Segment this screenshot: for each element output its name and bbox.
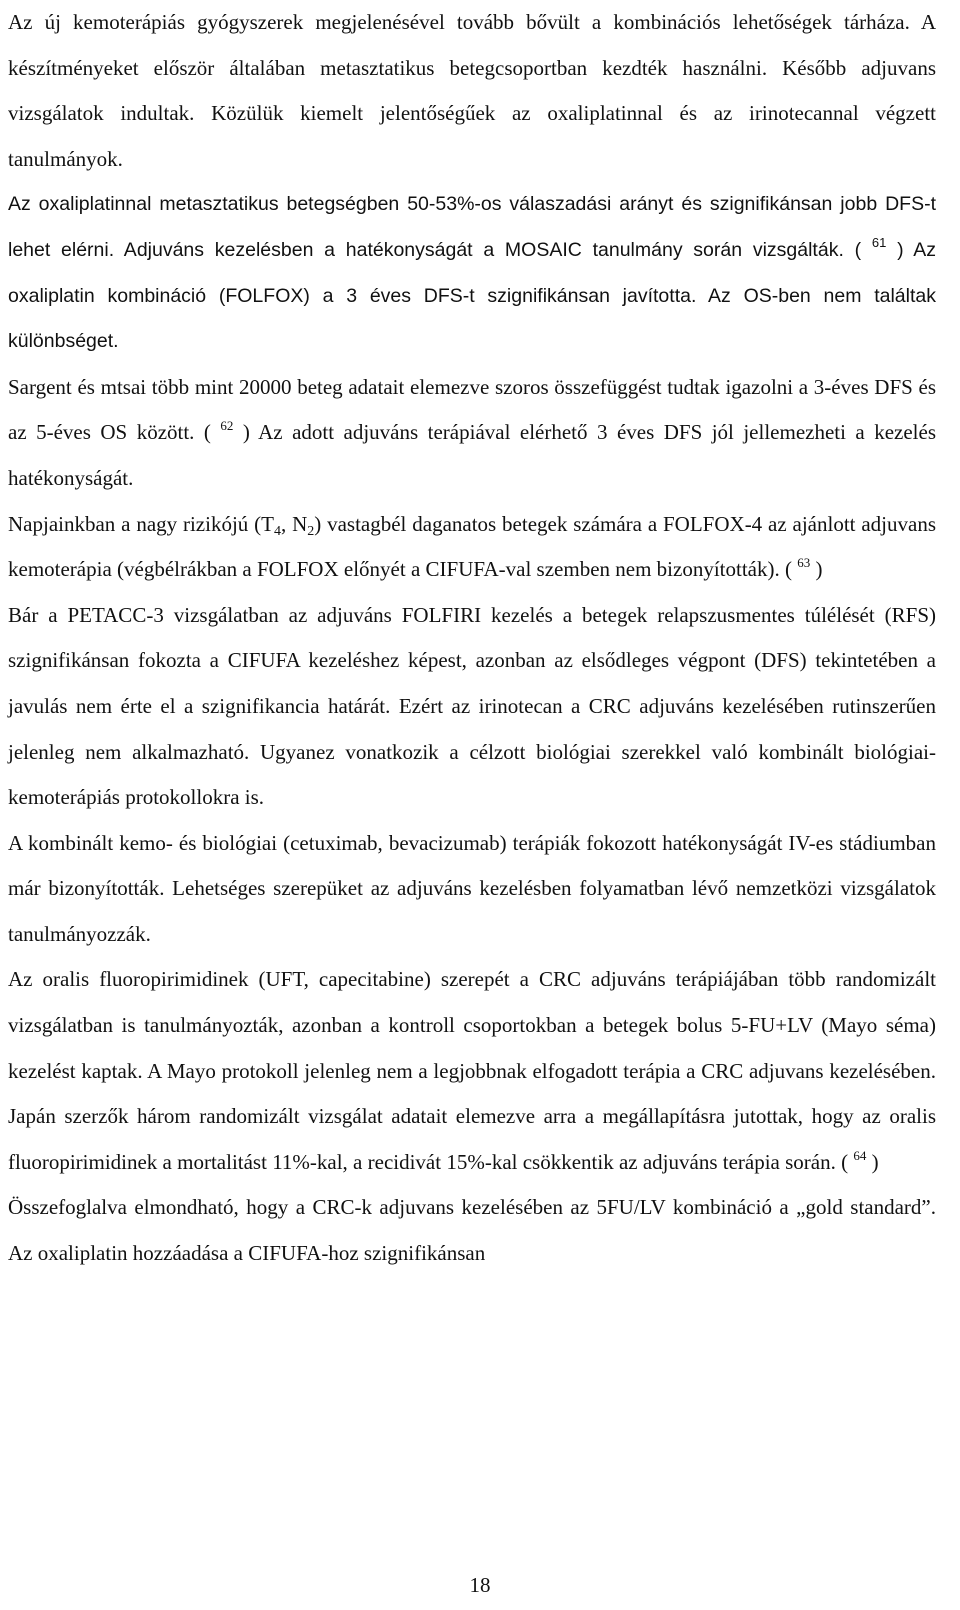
subscript: 4 bbox=[273, 523, 281, 539]
paragraph-text: ) vastagbél daganatos betegek számára a FOLFOX-4 az ajánlott adjuvans kemoterápia (végbélrákban a FOLFOX előnyét a CIFUFA-val szemben nem bizonyították). ( bbox=[8, 511, 936, 582]
paragraph-petacc3: Bár a PETACC-3 vizsgálatban az adjuváns FOLFIRI kezelés a betegek relapszusmentes túlélését (RFS) szignifikánsan fokozta a CIFUFA kezeléshez képest, azonban az elsődleges végpont (DFS) tekintetében a javulás nem érte el a szignifikancia határát. Ezért az irinotecan a CRC adjuváns kezelésében rutinszerűen jelenleg nem alkalmazható. Ugyanez vonatkozik a célzott biológiai szerekkel való kombinált biológiai-kemoterápiás protokollokra is. bbox=[8, 602, 936, 810]
paragraph-text: Sargent és mtsai több mint 20000 beteg adatait elemezve szoros összefüggést tudtak igazolni a 3-éves DFS és az 5-éves OS között. ( bbox=[8, 374, 936, 445]
citation-ref: 64 bbox=[853, 1147, 867, 1163]
citation-ref: 62 bbox=[220, 418, 234, 434]
page-number: 18 bbox=[469, 1573, 491, 1597]
paragraph-biological-therapy: A kombinált kemo- és biológiai (cetuximab, bevacizumab) terápiák fokozott hatékonyságát IV-es stádiumban már bizonyították. Lehetséges szerepüket az adjuváns kezelésben folyamatban lévő nemzetközi vizsgálatok tanulmányozzák. bbox=[8, 830, 936, 946]
paragraph-text: Az oralis fluoropirimidinek (UFT, capecitabine) szerepét a CRC adjuváns terápiájában több randomizált vizsgálatban is tanulmányozták, azonban a kontroll csoportokban a betegek bolus 5-FU+LV (Mayo séma) kezelést kaptak. A Mayo protokoll jelenleg nem a legjobbnak elfogadott terápia a CRC adjuvans kezelésében. Japán szerzők három randomizált vizsgálat adatait elemezve arra a megállapításra jutottak, hogy az oralis fluoropirimidinek a mortalitást 11%-kal, a recidivát 15%-kal csökkentik az adjuváns terápia során. ( bbox=[8, 967, 936, 1174]
paragraph-text: ) Az adott adjuváns terápiával elérhető 3 éves DFS jól jellemezheti a kezelés hatékonyságát. bbox=[8, 420, 936, 490]
citation-ref: 63 bbox=[797, 555, 811, 571]
paragraph-text: Az oxaliplatinnal metasztatikus betegségben 50-53%-os válaszadási arányt és szignifikánsan jobb DFS-t lehet elérni. Adjuváns kezelésben a hatékonyságát a MOSAIC tanulmány során vizsgálták. ( bbox=[8, 193, 936, 261]
paragraph-new-chemotherapy: Az új kemoterápiás gyógyszerek megjelenésével tovább bővült a kombinációs lehetőségek tárháza. A készítményeket először általában metasztatikus betegcsoportban kezdték használni. Később adjuvans vizsgálatok indultak. Közülük kiemelt jelentőségűek az oxaliplatinnal és az irinotecannal végzett tanulmányok. bbox=[8, 10, 936, 171]
paragraph-oral-fluoropyrimidines bbox=[8, 957, 936, 1185]
document-body bbox=[8, 0, 936, 1277]
paragraph-text: , N bbox=[280, 511, 308, 536]
citation-ref: 61 bbox=[871, 234, 887, 250]
paragraph-text: Napjainkban a nagy rizikójú (T bbox=[8, 511, 274, 536]
paragraph-summary: Összefoglalva elmondható, hogy a CRC-k adjuvans kezelésében az 5FU/LV kombináció a „gold standard”. Az oxaliplatin hozzáadása a CIFUFA-hoz szignifikánsan bbox=[8, 1195, 936, 1266]
paragraph-text: ) bbox=[810, 557, 823, 582]
paragraph-text: ) Az oxaliplatin kombináció (FOLFOX) a 3 éves DFS-t szignifikánsan javította. Az OS-ben nem találtak különbséget. bbox=[8, 238, 936, 353]
paragraph-text: ) bbox=[866, 1149, 879, 1174]
subscript: 2 bbox=[307, 523, 315, 539]
paragraph-folfox-high-risk bbox=[8, 502, 936, 593]
paragraph-oxaliplatin-mosaic bbox=[8, 182, 936, 364]
paragraph-sargent bbox=[8, 365, 936, 502]
